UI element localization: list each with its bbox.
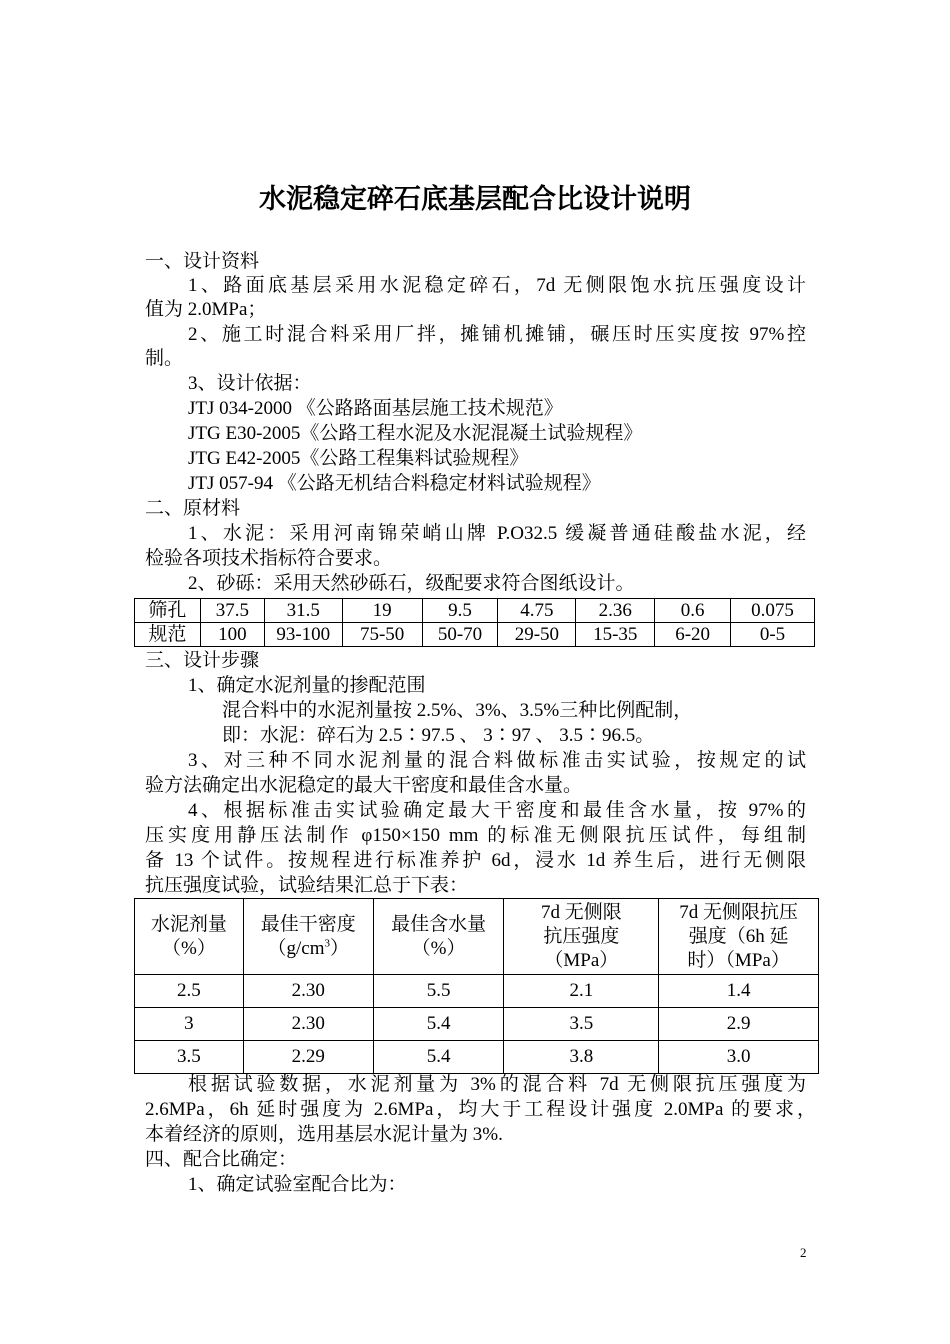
table-cell: 5.5 <box>373 975 504 1008</box>
table-cell: 29-50 <box>498 623 576 647</box>
conclusion-line-2: 2.6MPa，6h 延时强度为 2.6MPa，均大于工程设计强度 2.0MPa 的要求， <box>145 1099 816 1120</box>
s3-para-4-line-2: 压实度用静压法制作 φ150×150 mm 的标准无侧限抗压试件，每组制 <box>145 825 806 846</box>
reference-item: JTJ 057-94 《公路无机结合料稳定材料试验规程》 <box>188 473 601 494</box>
page-number: 2 <box>800 1245 807 1260</box>
s2-para-1-line-2: 检验各项技术指标符合要求。 <box>145 548 393 569</box>
reference-item: JTG E30-2005《公路工程水泥及水泥混凝土试验规程》 <box>188 423 643 444</box>
table-cell: 15-35 <box>576 623 655 647</box>
table-cell: 3 <box>135 1008 244 1041</box>
table-cell: 0.075 <box>731 599 815 623</box>
section-3-heading: 三、设计步骤 <box>145 650 260 671</box>
s3-para-1-ratio: 即：水泥：碎石为 2.5∶97.5 、 3∶97 、 3.5∶96.5。 <box>222 725 655 746</box>
s3-para-3-line-2: 验方法确定出水泥稳定的最大干密度和最佳含水量。 <box>145 775 583 796</box>
table-cell: 100 <box>200 623 264 647</box>
s2-para-1-line-1: 1、水泥：采用河南锦荣峭山牌 P.O32.5 缓凝普通硅酸盐水泥，经 <box>188 523 806 544</box>
table-cell: 2.5 <box>135 975 244 1008</box>
table-cell: 75-50 <box>342 623 422 647</box>
sieve-table <box>134 598 815 647</box>
sieve-row <box>135 599 815 623</box>
table-cell: 3.0 <box>659 1041 819 1074</box>
table-cell: 规范 <box>135 623 201 647</box>
s3-para-4-line-3: 备 13 个试件。按规程进行标准养护 6d，浸水 1d 养生后，进行无侧限 <box>145 850 806 871</box>
s2-para-2: 2、砂砾：采用天然砂砾石，级配要求符合图纸设计。 <box>188 573 635 594</box>
s1-para-2-line-2: 制。 <box>145 348 184 369</box>
header-cement-dosage: 水泥剂量 （%） <box>135 899 244 975</box>
reference-item: JTJ 034-2000 《公路路面基层施工技术规范》 <box>188 398 563 419</box>
table-cell: 3.5 <box>135 1041 244 1074</box>
s1-para-2-line-1: 2、施工时混合料采用厂拌，摊铺机摊铺，碾压时压实度按 97%控 <box>188 324 806 345</box>
s3-para-1-detail: 混合料中的水泥剂量按 2.5%、3%、3.5%三种比例配制， <box>222 700 693 721</box>
table-cell: 3.5 <box>504 1008 659 1041</box>
table-cell: 5.4 <box>373 1008 504 1041</box>
header-7d-strength: 7d 无侧限 抗压强度 （MPa） <box>504 899 659 975</box>
s3-para-1: 1、确定水泥剂量的掺配范围 <box>188 675 426 696</box>
header-max-dry-density: 最佳干密度 $(g/cm^3)$ <box>243 899 373 975</box>
table-cell: 37.5 <box>200 599 264 623</box>
reference-item: JTG E42-2005《公路工程集料试验规程》 <box>188 448 529 469</box>
conclusion-line-3: 本着经济的原则，选用基层水泥计量为 3%. <box>145 1124 503 1145</box>
table-row <box>135 1008 819 1041</box>
table-cell: 6-20 <box>655 623 731 647</box>
table-cell: 31.5 <box>264 599 342 623</box>
test-results-table <box>134 898 819 1074</box>
table-cell: 4.75 <box>498 599 576 623</box>
section-4-heading: 四、配合比确定： <box>145 1149 298 1170</box>
table-cell: 筛孔 <box>135 599 201 623</box>
table-cell: 2.30 <box>243 1008 373 1041</box>
s3-para-4-line-1: 4、根据标准击实试验确定最大干密度和最佳含水量，按 97%的 <box>188 800 806 821</box>
table-cell: 3.8 <box>504 1041 659 1074</box>
s1-para-3: 3、设计依据： <box>188 373 312 394</box>
s3-para-4-line-4: 抗压强度试验，试验结果汇总于下表： <box>145 875 469 896</box>
s4-para-1: 1、确定试验室配合比为： <box>188 1174 407 1195</box>
s3-para-3-line-1: 3、对三种不同水泥剂量的混合料做标准击实试验，按规定的试 <box>188 750 806 771</box>
section-2-heading: 二、原材料 <box>145 498 241 519</box>
table-row <box>135 975 819 1008</box>
table-cell: 5.4 <box>373 1041 504 1074</box>
header-optimum-moisture: 最佳含水量 （%） <box>373 899 504 975</box>
document-title: 水泥稳定碎石底基层配合比设计说明 <box>259 184 691 215</box>
table-cell: 2.1 <box>504 975 659 1008</box>
table-cell: 1.4 <box>659 975 819 1008</box>
table-cell: 9.5 <box>422 599 498 623</box>
sieve-row <box>135 623 815 647</box>
table-cell: 0-5 <box>731 623 815 647</box>
section-1-heading: 一、设计资料 <box>145 251 260 272</box>
table-cell: 2.9 <box>659 1008 819 1041</box>
table-cell: 2.29 <box>243 1041 373 1074</box>
table-cell: 50-70 <box>422 623 498 647</box>
s1-para-1-line-2: 值为 2.0MPa； <box>145 299 267 320</box>
table-cell: 19 <box>342 599 422 623</box>
table-cell: 2.30 <box>243 975 373 1008</box>
table-cell: 0.6 <box>655 599 731 623</box>
table-cell: 93-100 <box>264 623 342 647</box>
header-7d-strength-6h-delay: 7d 无侧限抗压 强度（6h 延 时）（MPa） <box>659 899 819 975</box>
table-cell: 2.36 <box>576 599 655 623</box>
s1-para-1-line-1: 1、路面底基层采用水泥稳定碎石，7d 无侧限饱水抗压强度设计 <box>188 275 806 296</box>
conclusion-line-1: 根据试验数据，水泥剂量为 3%的混合料 7d 无侧限抗压强度为 <box>188 1074 806 1095</box>
table-row <box>135 1041 819 1074</box>
table-header-row <box>135 899 819 975</box>
